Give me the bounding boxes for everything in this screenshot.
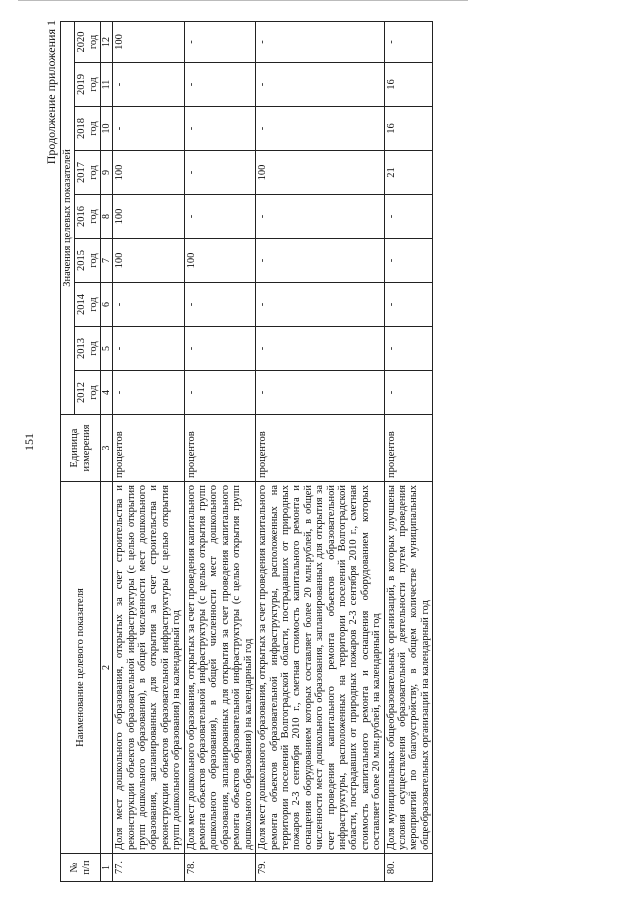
value-cell: - — [384, 371, 433, 415]
row-number: 79. — [256, 854, 384, 882]
rotated-page — [12, 12, 622, 892]
row-number: 80. — [384, 854, 433, 882]
value-cell: - — [384, 195, 433, 239]
value-cell: - — [256, 283, 384, 327]
table-row — [256, 21, 384, 881]
header-unit: Единица измерения — [61, 415, 101, 482]
value-cell: - — [113, 63, 184, 107]
value-cell: - — [113, 283, 184, 327]
scan-top-edge — [18, 0, 468, 1]
unit-cell: процентов — [384, 415, 433, 482]
value-cell: 16 — [384, 107, 433, 151]
header-year: 2020 год — [75, 21, 101, 62]
page-number: 151 — [22, 433, 36, 451]
value-cell: - — [184, 21, 255, 62]
value-cell: - — [184, 63, 255, 107]
header-year: 2016 год — [75, 195, 101, 239]
value-cell: - — [184, 195, 255, 239]
indicator-name: Доля муниципальных общеобразовательных организаций, в которых улучшены условия осуществления образовательной деятельности путем проведения мероприятий по благоустройству, в общем количестве муниципальных общеобразовательных организаций на календарный год — [384, 482, 433, 854]
value-cell: 100 — [113, 151, 184, 195]
table-row — [113, 21, 184, 881]
value-cell: - — [256, 21, 384, 62]
header-year: 2012 год — [75, 371, 101, 415]
value-cell: - — [384, 327, 433, 371]
value-cell: - — [256, 327, 384, 371]
value-cell: - — [256, 107, 384, 151]
column-index-row — [101, 21, 113, 881]
value-cell: - — [113, 107, 184, 151]
column-index: 1 — [101, 854, 113, 882]
value-cell: - — [384, 283, 433, 327]
indicator-name: Доля мест дошкольного образования, открытых за счет строительства и реконструкции объектов образовательной инфраструктуры (с целью открытия групп дошкольного образования), в общей численности мест дошкольного образования, запланированных для открытия за счет строительства и реконструкции объектов образовательной инфраструктуры (с целью открытия групп дошкольного образования) на календарный год — [113, 482, 184, 854]
header-year: 2015 год — [75, 239, 101, 283]
header-year: 2017 год — [75, 151, 101, 195]
column-index: 5 — [101, 327, 113, 371]
value-cell: - — [384, 239, 433, 283]
indicators-table — [60, 21, 433, 882]
column-index: 7 — [101, 239, 113, 283]
value-cell: - — [256, 195, 384, 239]
value-cell: - — [113, 371, 184, 415]
continuation-label: Продолжение приложения 1 — [44, 20, 58, 165]
column-index: 4 — [101, 371, 113, 415]
column-index: 10 — [101, 107, 113, 151]
value-cell: - — [113, 327, 184, 371]
indicator-name: Доля мест дошкольного образования, открытых за счет проведения капитального ремонта объектов образовательной инфраструктуры (с целью открытия групп дошкольного образования), в общей численности мест дошкольного образования, запланированных для открытия за счет проведения капитального ремонта объектов образовательной инфраструктуры (с целью открытия групп дошкольного образования) на календарный год — [184, 482, 255, 854]
value-cell: - — [184, 371, 255, 415]
value-cell: - — [384, 21, 433, 62]
header-no: № п/п — [61, 854, 101, 882]
column-index: 9 — [101, 151, 113, 195]
row-number: 78. — [184, 854, 255, 882]
value-cell: - — [184, 327, 255, 371]
value-cell: - — [184, 151, 255, 195]
column-index: 6 — [101, 283, 113, 327]
header-year: 2018 год — [75, 107, 101, 151]
value-cell: - — [184, 283, 255, 327]
table-row — [184, 21, 255, 881]
value-cell: 100 — [113, 195, 184, 239]
header-year: 2019 год — [75, 63, 101, 107]
column-index: 12 — [101, 21, 113, 62]
header-year: 2013 год — [75, 327, 101, 371]
value-cell: 16 — [384, 63, 433, 107]
value-cell: - — [256, 371, 384, 415]
column-index: 11 — [101, 63, 113, 107]
value-cell: - — [256, 239, 384, 283]
header-name: Наименование целевого показателя — [61, 482, 101, 854]
column-index: 2 — [101, 482, 113, 854]
unit-cell: процентов — [256, 415, 384, 482]
indicator-name: Доля мест дошкольного образования, открытых за счет проведения капитального ремонта объектов образовательной инфраструктуры, расположенных на территории поселений Волгоградской области, пострадавших от природных пожаров 2-3 сентября 2010 г., сметная стоимость капитального ремонта и оснащения оборудованием которых составляет более 20 млн.рублей, в общей численности мест дошкольного образования, запланированных для открытия за счет проведения капитального ремонта объектов образовательной инфраструктуры, расположенных на территории поселений Волгоградской области, пострадавших от природных пожаров 2-3 сентября 2010 г., сметная стоимость капитального ремонта и оснащения оборудованием которых составляет более 20 млн.рублей, на календарный год — [256, 482, 384, 854]
value-cell: 100 — [113, 21, 184, 62]
table-row — [384, 21, 433, 881]
value-cell: 100 — [184, 239, 255, 283]
value-cell: 100 — [113, 239, 184, 283]
value-cell: 21 — [384, 151, 433, 195]
unit-cell: процентов — [113, 415, 184, 482]
value-cell: - — [184, 107, 255, 151]
column-index: 3 — [101, 415, 113, 482]
value-cell: 100 — [256, 151, 384, 195]
column-index: 8 — [101, 195, 113, 239]
row-number: 77. — [113, 854, 184, 882]
header-year: 2014 год — [75, 283, 101, 327]
value-cell: - — [256, 63, 384, 107]
header-values-group: Значения целевых показателей — [61, 21, 75, 414]
unit-cell: процентов — [184, 415, 255, 482]
